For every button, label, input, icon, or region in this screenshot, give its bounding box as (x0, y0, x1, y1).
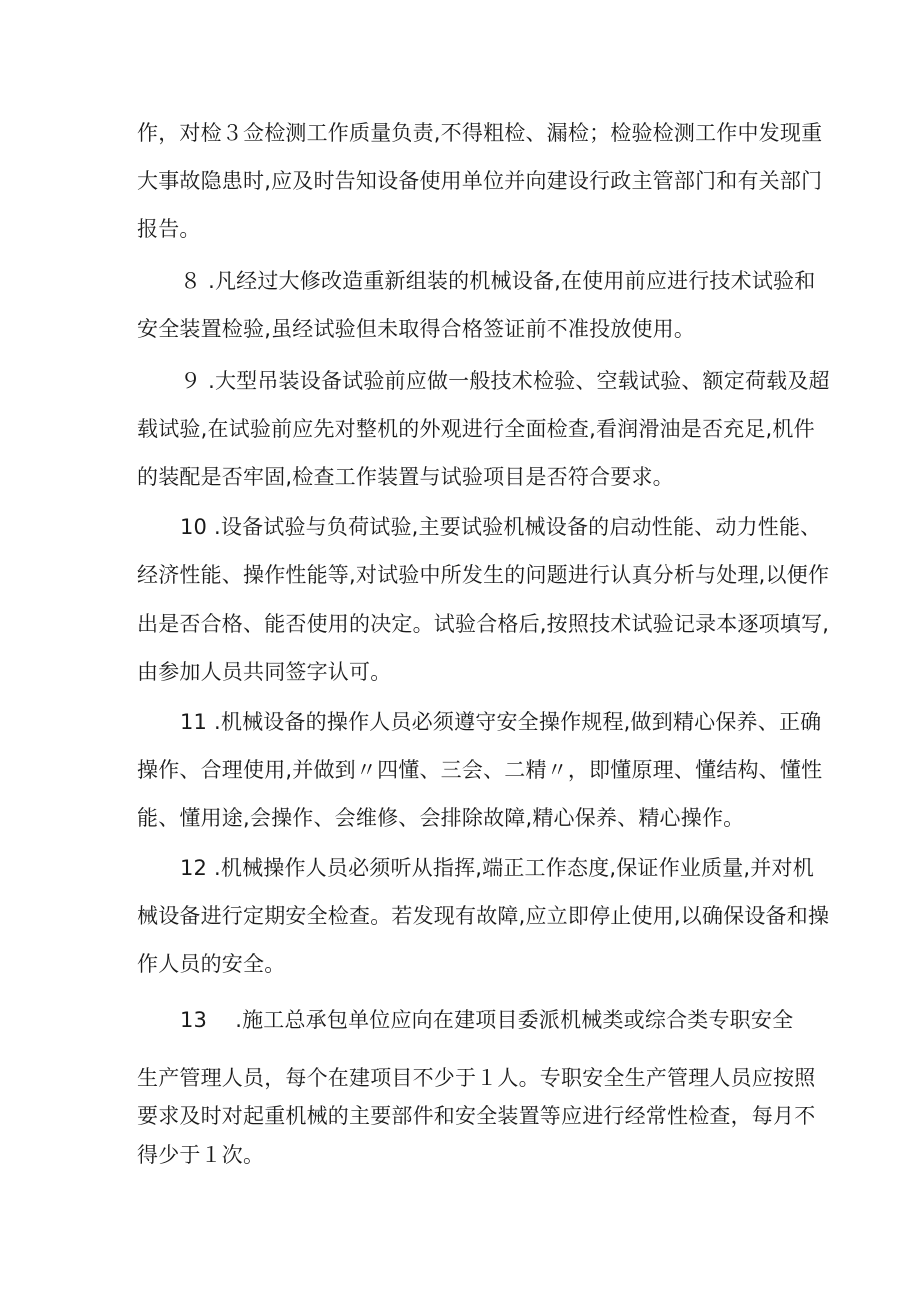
item-10-line-1: 10 .设备试验与负荷试验,主要试验机械设备的启动性能、动力性能、 (180, 515, 822, 539)
item-13-line-1: 13 .施工总承包单位应向在建项目委派机械类或综合类专职安全 (180, 1008, 794, 1032)
item-13-line-4: 得少于１次。 (137, 1143, 265, 1167)
item-12-line-3: 作人员的安全。 (137, 952, 286, 976)
item-11-line-3: 能、懂用途,会操作、会维修、会排除故障,精心保养、精心操作。 (137, 806, 745, 830)
item-10-line-3: 出是否合格、能否使用的决定。试验合格后,按照技术试验记录本逐项填写, (137, 612, 830, 636)
item-11-line-2: 操作、合理使用,并做到〃四懂、三会、二精〃，即懂原理、懂结构、懂性 (137, 758, 823, 782)
text-line-3: 报告。 (137, 217, 201, 241)
item-13-line-2: 生产管理人员，每个在建项目不少于１人。专职安全生产管理人员应按照 (137, 1066, 816, 1090)
text-line-1: 作，对检３佥检测工作质量负责,不得粗检、漏检；检验检测工作中发现重 (137, 121, 823, 145)
item-8-line-2: 安全装置检验,虽经试验但未取得合格签证前不准投放使用。 (137, 317, 696, 341)
item-10-line-2: 经济性能、操作性能等,对试验中所发生的问题进行认真分析与处理,以便作 (137, 563, 830, 587)
item-12-line-2: 械设备进行定期安全检查。若发现有故障,应立即停止使用,以确保设备和操 (137, 904, 830, 928)
item-11-line-1: 11 .机械设备的操作人员必须遵守安全操作规程,做到精心保养、正确 (180, 710, 822, 734)
item-10-line-4: 由参加人员共同签字认可。 (137, 660, 392, 684)
item-8-line-1: ８ .凡经过大修改造重新组装的机械设备,在使用前应进行技术试验和 (180, 269, 816, 293)
item-12-line-1: 12 .机械操作人员必须听从指挥,端正工作态度,保证作业质量,并对机 (180, 856, 814, 880)
item-13-line-3: 要求及时对起重机械的主要部件和安全装置等应进行经常性检查，每月不 (137, 1104, 816, 1128)
item-9-line-3: 的装配是否牢固,检查工作装置与试验项目是否符合要求。 (137, 465, 674, 489)
item-9-line-2: 载试验,在试验前应先对整机的外观进行全面检查,看润滑油是否充足,机件 (137, 417, 815, 441)
text-line-2: 大事故隐患时,应及时告知设备使用单位并向建设行政主管部门和有关部门 (137, 169, 823, 193)
item-9-line-1: ９ .大型吊装设备试验前应做一般技术检验、空载试验、额定荷载及超 (180, 369, 830, 393)
